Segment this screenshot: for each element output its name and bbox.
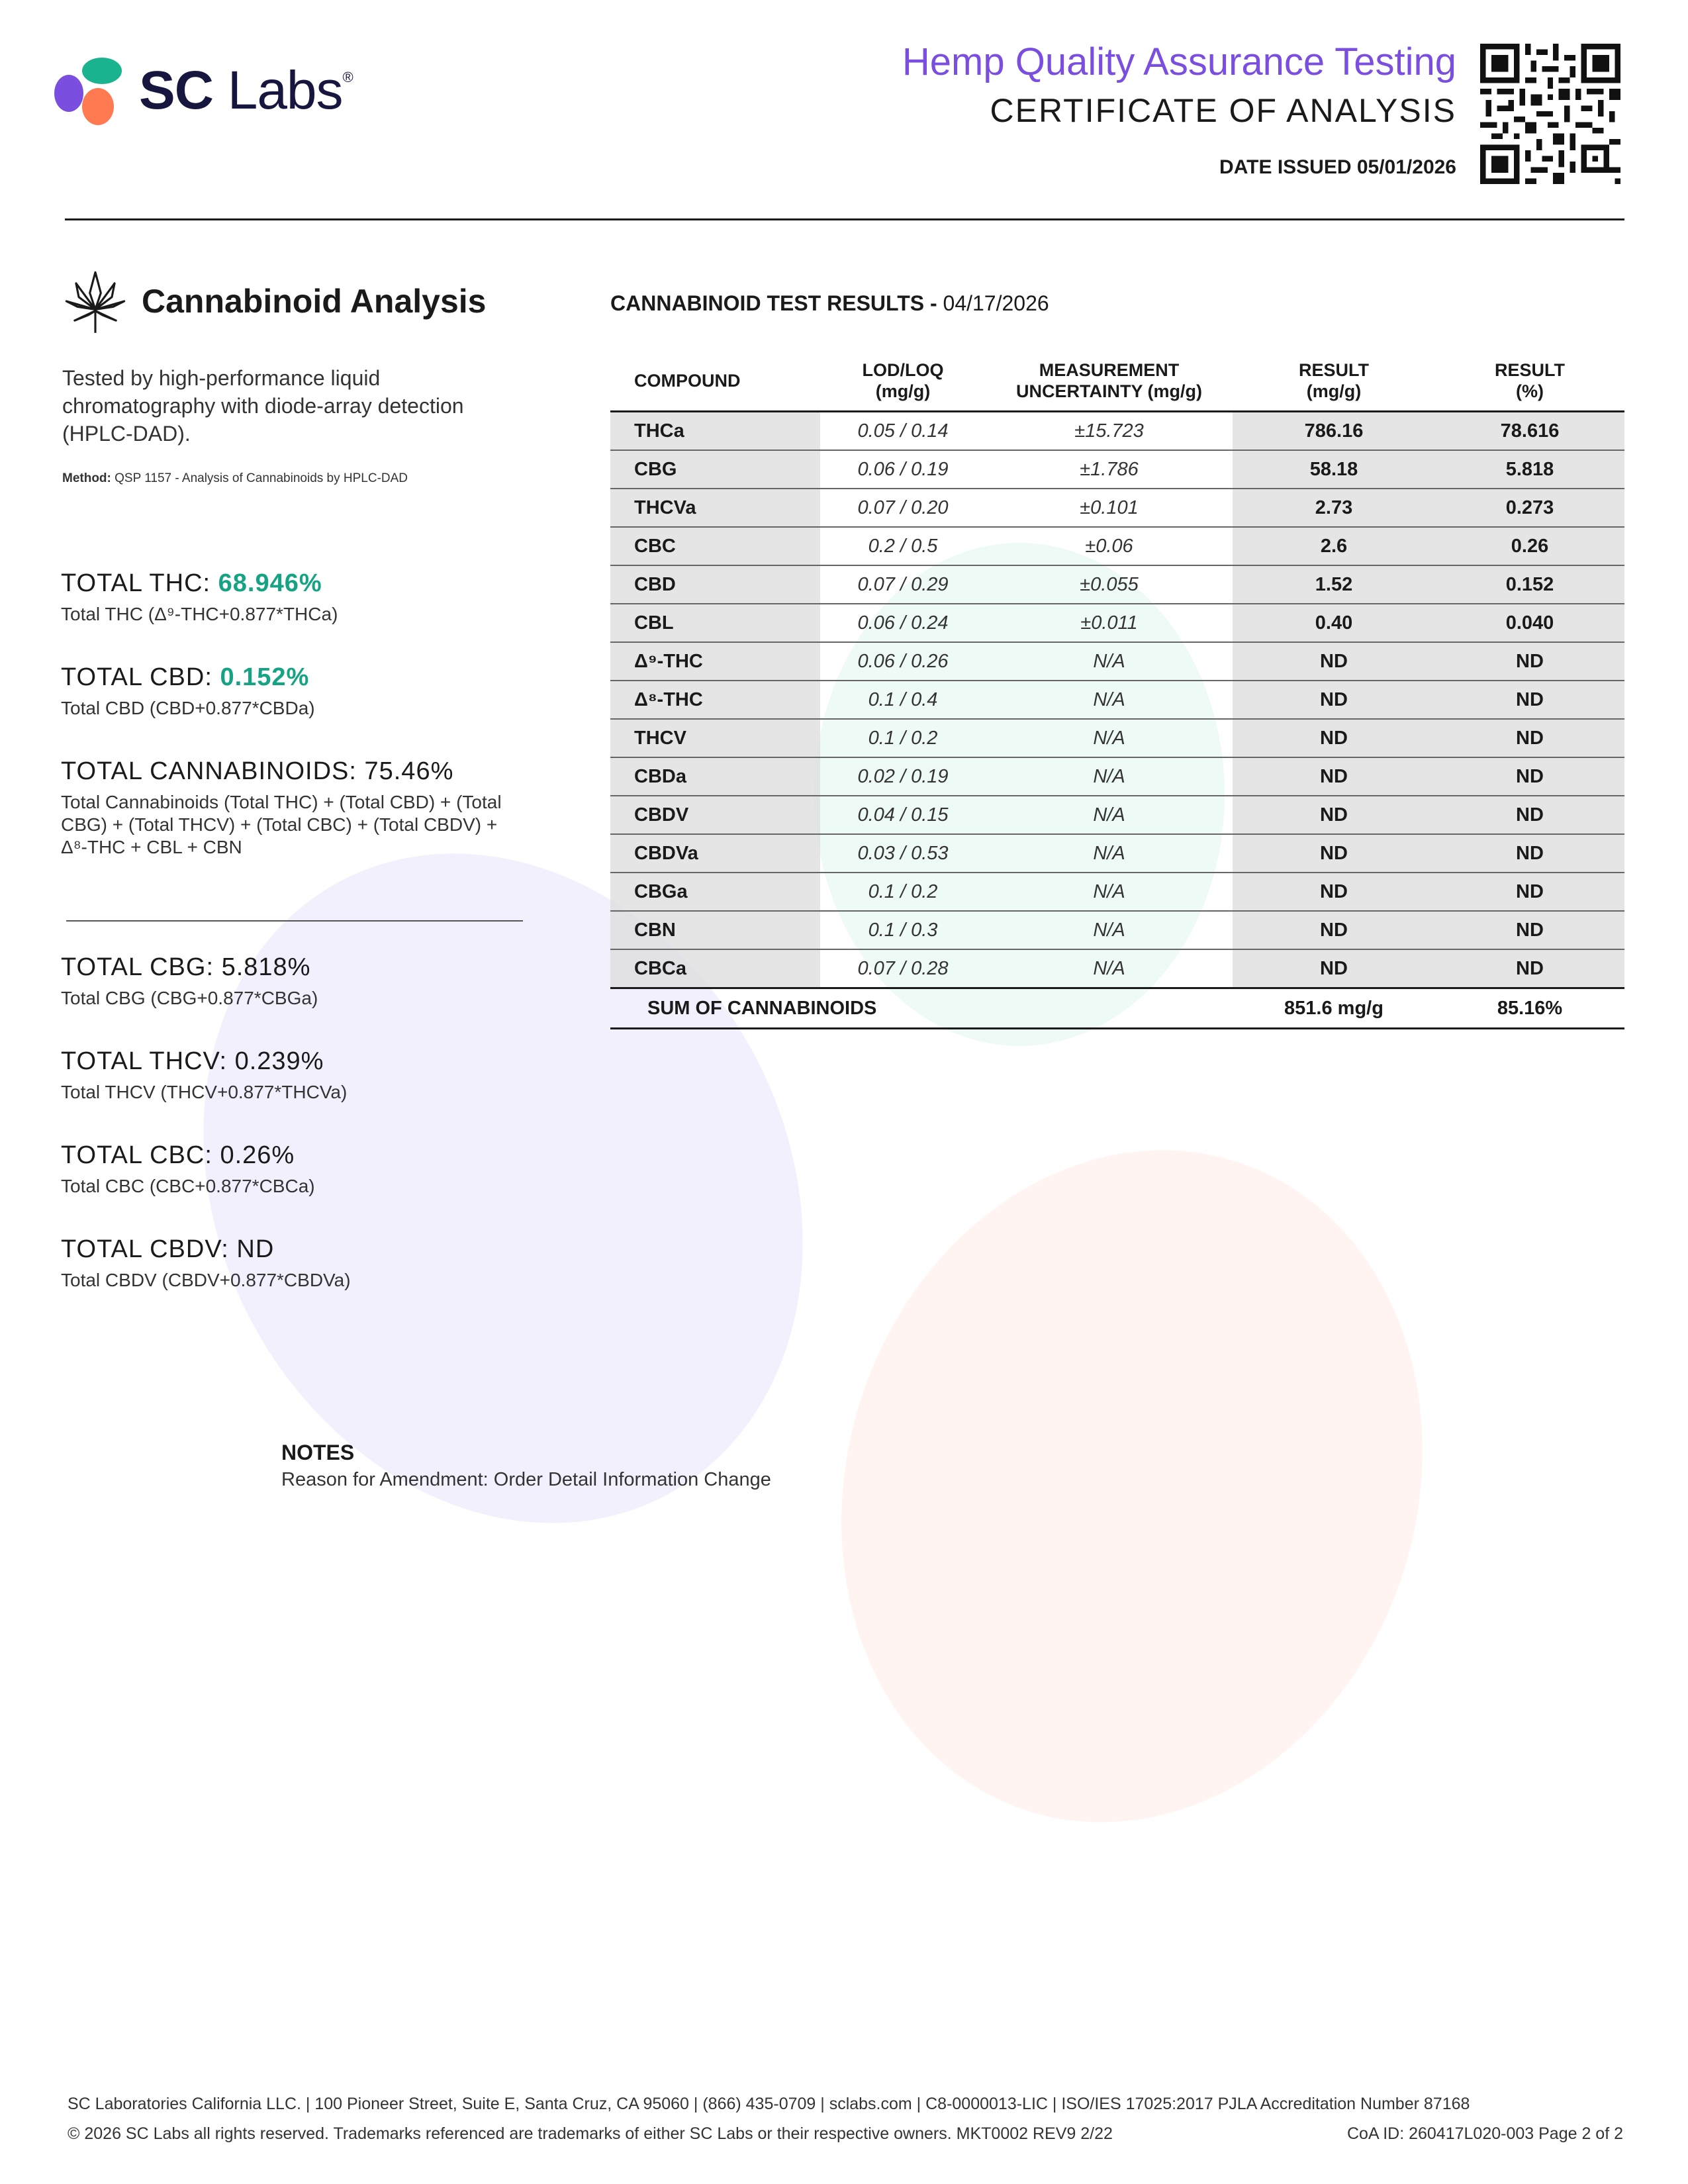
qr-code-icon[interactable] [1480,44,1620,184]
cell-result-mg: ND [1233,911,1435,949]
sum-mg: 851.6 mg/g [1233,988,1435,1029]
cell-compound: THCV [610,719,820,757]
cell-result-mg: ND [1233,719,1435,757]
total-cannabinoids: TOTAL CANNABINOIDS: 75.46% Total Cannabinoids (Total THC) + (Total CBD) + (Total CBG) + (Total THCV) + (Total CBC) + (Total CBDV) + Δ⁸-THC + CBL + CBN [61,757,502,857]
cell-uncertainty: ±1.786 [986,450,1233,489]
cell-uncertainty: ±0.011 [986,604,1233,642]
decorative-blob-pink [756,1074,1508,1898]
cell-uncertainty: N/A [986,642,1233,681]
cell-uncertainty: N/A [986,681,1233,719]
page-header [0,0,1688,225]
cannabis-leaf-icon [61,267,130,336]
cell-result-mg: ND [1233,796,1435,834]
cell-uncertainty: N/A [986,796,1233,834]
cell-lod-loq: 0.02 / 0.19 [820,757,986,796]
footer-lab-info: SC Laboratories California LLC. | 100 Pioneer Street, Suite E, Santa Cruz, CA 95060 | (866) 435-0709 | sclabs.com | C8-0000013-LIC | ISO/IES 17025:2017 PJLA Accreditation Number 87168 [68,2095,1470,2113]
cell-compound: Δ⁹-THC [610,642,820,681]
total-thcv: TOTAL THCV: 0.239% Total THCV (THCV+0.877*THCVa) [61,1047,348,1102]
total-cbd: TOTAL CBD: 0.152% Total CBD (CBD+0.877*CBDa) [61,663,315,718]
cell-lod-loq: 0.06 / 0.19 [820,450,986,489]
cell-lod-loq: 0.07 / 0.29 [820,565,986,604]
cannabinoid-results-table [610,351,1624,1029]
cell-lod-loq: 0.1 / 0.4 [820,681,986,719]
method-reference: Method: QSP 1157 - Analysis of Cannabinoids by HPLC-DAD [62,471,408,485]
results-title: CANNABINOID TEST RESULTS - 04/17/2026 [610,291,1049,315]
cell-lod-loq: 0.1 / 0.2 [820,873,986,911]
cell-result-mg: ND [1233,681,1435,719]
cell-result-pct: 0.273 [1435,489,1624,527]
total-cbdv: TOTAL CBDV: ND Total CBDV (CBDV+0.877*CBDVa) [61,1235,351,1290]
cell-result-mg: ND [1233,834,1435,873]
cell-uncertainty: N/A [986,719,1233,757]
table-row [610,604,1624,642]
column-header-compound: COMPOUND [634,371,741,391]
cell-compound: CBGa [610,873,820,911]
table-row [610,911,1624,949]
column-header-lod-loq: LOD/LOQ (mg/g) [862,360,944,401]
cell-lod-loq: 0.04 / 0.15 [820,796,986,834]
cell-lod-loq: 0.1 / 0.3 [820,911,986,949]
cell-uncertainty: N/A [986,949,1233,988]
cell-compound: CBG [610,450,820,489]
cell-lod-loq: 0.07 / 0.20 [820,489,986,527]
document-subtitle: CERTIFICATE OF ANALYSIS [990,92,1456,129]
footer-copyright: © 2026 SC Labs all rights reserved. Trademarks referenced are trademarks of either SC Labs or their respective owners. MKT0002 REV9 2/22 [68,2124,1113,2143]
cell-compound: CBL [610,604,820,642]
cell-result-pct: 0.26 [1435,527,1624,565]
table-row [610,949,1624,988]
table-row [610,527,1624,565]
cell-uncertainty: ±0.06 [986,527,1233,565]
table-row [610,412,1624,451]
document-title: Hemp Quality Assurance Testing [902,40,1456,83]
sum-row [610,988,1624,1029]
column-header-result-pct: RESULT (%) [1495,360,1565,401]
cell-uncertainty: N/A [986,834,1233,873]
cell-result-pct: ND [1435,834,1624,873]
table-row [610,642,1624,681]
table-row [610,681,1624,719]
table-row [610,565,1624,604]
cell-lod-loq: 0.07 / 0.28 [820,949,986,988]
cell-compound: THCVa [610,489,820,527]
cell-result-mg: 0.40 [1233,604,1435,642]
table-header-row [610,351,1624,412]
cell-compound: CBC [610,527,820,565]
cell-lod-loq: 0.2 / 0.5 [820,527,986,565]
sum-label: SUM OF CANNABINOIDS [610,988,1233,1029]
logo-mark-icon [53,56,139,129]
cell-lod-loq: 0.03 / 0.53 [820,834,986,873]
cell-lod-loq: 0.06 / 0.26 [820,642,986,681]
cell-result-pct: ND [1435,642,1624,681]
cell-result-mg: 2.6 [1233,527,1435,565]
cannabinoid-summary [61,265,538,1290]
cell-result-pct: ND [1435,757,1624,796]
cell-lod-loq: 0.05 / 0.14 [820,412,986,451]
cell-result-pct: ND [1435,719,1624,757]
cell-result-mg: 1.52 [1233,565,1435,604]
table-row [610,873,1624,911]
cell-compound: CBD [610,565,820,604]
cell-lod-loq: 0.06 / 0.24 [820,604,986,642]
cell-result-pct: ND [1435,796,1624,834]
cell-result-mg: ND [1233,873,1435,911]
cell-compound: CBDV [610,796,820,834]
total-cbc: TOTAL CBC: 0.26% Total CBC (CBC+0.877*CBCa) [61,1141,315,1196]
logo-wordmark: SC Labs® [139,60,353,120]
cell-result-pct: 5.818 [1435,450,1624,489]
cell-compound: CBCa [610,949,820,988]
cell-result-pct: 78.616 [1435,412,1624,451]
cell-uncertainty: ±15.723 [986,412,1233,451]
cell-compound: THCa [610,412,820,451]
cell-lod-loq: 0.1 / 0.2 [820,719,986,757]
table-row [610,757,1624,796]
section-title: Cannabinoid Analysis [61,265,538,338]
sum-pct: 85.16% [1435,988,1624,1029]
cell-compound: CBDVa [610,834,820,873]
cell-uncertainty: ±0.055 [986,565,1233,604]
cell-result-mg: ND [1233,642,1435,681]
cell-compound: Δ⁸-THC [610,681,820,719]
footer-copyright-row [68,2124,1623,2144]
cell-result-pct: ND [1435,911,1624,949]
total-cbg: TOTAL CBG: 5.818% Total CBG (CBG+0.877*CBGa) [61,953,318,1008]
cell-compound: CBDa [610,757,820,796]
column-header-result-mg: RESULT (mg/g) [1299,360,1369,401]
notes-body: Reason for Amendment: Order Detail Information Change [281,1469,771,1490]
method-description: Tested by high-performance liquid chromatography with diode-array detection (HPLC-DAD). [62,366,464,446]
cell-compound: CBN [610,911,820,949]
cell-result-mg: ND [1233,757,1435,796]
table-row [610,834,1624,873]
cell-result-mg: ND [1233,949,1435,988]
header-divider [65,218,1624,220]
cell-result-pct: ND [1435,873,1624,911]
cell-result-pct: ND [1435,681,1624,719]
table-row [610,796,1624,834]
total-thc: TOTAL THC: 68.946% Total THC (Δ⁹-THC+0.877*THCa) [61,569,338,624]
cell-result-pct: 0.152 [1435,565,1624,604]
cell-uncertainty: ±0.101 [986,489,1233,527]
table-row [610,719,1624,757]
cell-uncertainty: N/A [986,911,1233,949]
cell-result-mg: 786.16 [1233,412,1435,451]
cell-result-pct: ND [1435,949,1624,988]
notes-section [281,1441,771,1491]
summary-divider [66,920,523,922]
sc-labs-logo [53,56,371,129]
table-row [610,450,1624,489]
cell-result-mg: 2.73 [1233,489,1435,527]
table-row [610,489,1624,527]
cell-result-pct: 0.040 [1435,604,1624,642]
notes-heading: NOTES [281,1441,355,1464]
cell-uncertainty: N/A [986,873,1233,911]
cell-uncertainty: N/A [986,757,1233,796]
column-header-uncertainty: MEASUREMENT UNCERTAINTY (mg/g) [1016,360,1202,401]
cell-result-mg: 58.18 [1233,450,1435,489]
date-issued: DATE ISSUED 05/01/2026 [1219,156,1456,178]
footer-coa-id: CoA ID: 260417L020-003 Page 2 of 2 [1347,2124,1623,2143]
